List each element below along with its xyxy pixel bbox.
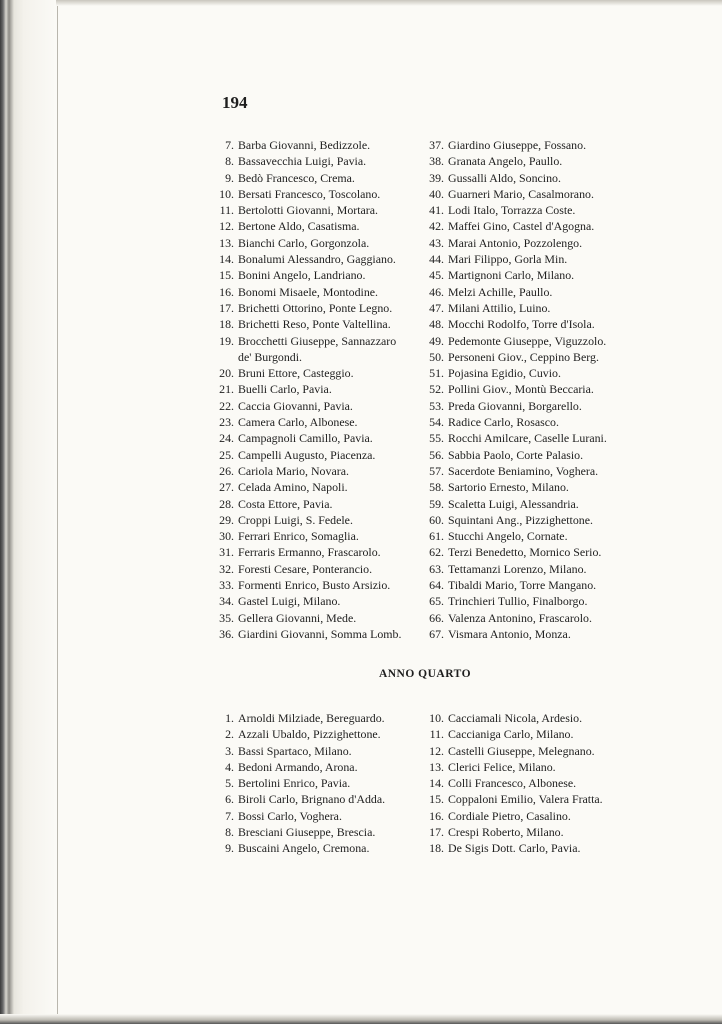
entry-number: 56. — [429, 447, 444, 462]
list-item — [216, 479, 401, 495]
entry-number: 18. — [429, 841, 444, 856]
list-item — [426, 759, 603, 775]
entry-name-place: Tettamanzi Lorenzo, Milano. — [448, 561, 587, 576]
entry-name-place: Giardini Giovanni, Somma Lomb. — [238, 626, 402, 641]
entry-number: 36. — [219, 626, 234, 641]
entry-number: 7. — [225, 808, 234, 823]
entry-number: 13. — [219, 235, 234, 250]
entry-number: 12. — [429, 743, 444, 758]
list-item — [426, 153, 607, 169]
list-item — [426, 398, 607, 414]
entry-number: 13. — [429, 759, 444, 774]
entry-number: 65. — [429, 594, 444, 609]
list-item — [216, 496, 401, 512]
entry-number: 31. — [219, 545, 234, 560]
list-item — [426, 170, 607, 186]
list-item — [426, 235, 607, 251]
list-item — [426, 528, 607, 544]
page-top-edge — [56, 0, 722, 6]
entry-name-place: Squintani Ang., Pizzighettone. — [448, 512, 593, 527]
entry-number: 66. — [429, 610, 444, 625]
list-item — [216, 235, 401, 251]
entry-name-place: Colli Francesco, Albonese. — [448, 776, 577, 791]
entry-name-place: Gussalli Aldo, Soncino. — [448, 170, 561, 185]
entry-name-place: Cacciamali Nicola, Ardesio. — [448, 711, 583, 725]
entry-number: 39. — [429, 170, 444, 185]
entry-name-place: Bertone Aldo, Casatisma. — [238, 219, 360, 234]
entry-name-place: Bruni Ettore, Casteggio. — [238, 366, 354, 381]
entry-number: 2. — [225, 727, 234, 742]
list-item — [426, 284, 607, 300]
entry-name-place: Bersati Francesco, Toscolano. — [238, 186, 381, 201]
entry-number: 24. — [219, 431, 234, 446]
entry-name-place: Crespi Roberto, Milano. — [448, 825, 564, 840]
name-list-column-4 — [426, 710, 603, 857]
list-item — [426, 626, 607, 642]
entry-name-place: Arnoldi Milziade, Bereguardo. — [238, 711, 385, 725]
list-item — [216, 775, 385, 791]
list-item — [426, 791, 603, 807]
list-item — [426, 267, 607, 283]
list-item — [426, 544, 607, 560]
entry-number: 19. — [219, 333, 234, 348]
entry-number: 62. — [429, 545, 444, 560]
entry-number: 3. — [225, 743, 234, 758]
list-item — [426, 316, 607, 332]
entry-name-place: Bassi Spartaco, Milano. — [238, 743, 352, 758]
list-item — [426, 202, 607, 218]
entry-name-place: Bedò Francesco, Crema. — [238, 170, 355, 185]
entry-name-place: Valenza Antonino, Frascarolo. — [448, 610, 592, 625]
entry-number: 55. — [429, 431, 444, 446]
entry-name-place: Tibaldi Mario, Torre Mangano. — [448, 578, 597, 593]
list-item — [216, 381, 401, 397]
name-list-column-3 — [216, 710, 385, 857]
entry-name-place: Vismara Antonio, Monza. — [448, 626, 571, 641]
entry-name-place: Caccia Giovanni, Pavia. — [238, 398, 353, 413]
entry-name-place: Clerici Felice, Milano. — [448, 759, 556, 774]
entry-number: 41. — [429, 203, 444, 218]
entry-name-place: Sabbia Paolo, Corte Palasio. — [448, 447, 584, 462]
entry-name-place: Ferraris Ermanno, Frascarolo. — [238, 545, 381, 560]
entry-name-place: Giardino Giuseppe, Fossano. — [448, 138, 587, 152]
list-item — [216, 251, 401, 267]
entry-name-place: Marai Antonio, Pozzolengo. — [448, 235, 583, 250]
list-item — [426, 743, 603, 759]
entry-number: 59. — [429, 496, 444, 511]
list-item — [426, 300, 607, 316]
entry-name-place: Rocchi Amilcare, Caselle Lurani. — [448, 431, 607, 446]
entry-number: 14. — [219, 252, 234, 267]
entry-name-place: De Sigis Dott. Carlo, Pavia. — [448, 841, 581, 856]
entry-name-place: Preda Giovanni, Borgarello. — [448, 398, 582, 413]
list-item — [426, 512, 607, 528]
list-item — [216, 528, 401, 544]
entry-name-place: Milani Attilio, Luino. — [448, 300, 551, 315]
entry-name-place: Buelli Carlo, Pavia. — [238, 382, 332, 397]
entry-number: 30. — [219, 529, 234, 544]
entry-name-place: Lodi Italo, Torrazza Coste. — [448, 203, 576, 218]
entry-number: 15. — [219, 268, 234, 283]
entry-number: 11. — [429, 727, 444, 742]
entry-number: 12. — [219, 219, 234, 234]
entry-number: 9. — [225, 170, 234, 185]
entry-name-place: Foresti Cesare, Ponterancio. — [238, 561, 373, 576]
list-item — [216, 824, 385, 840]
entry-name-place: Bertolini Enrico, Pavia. — [238, 776, 351, 791]
entry-number: 7. — [225, 138, 234, 152]
entry-number: 4. — [225, 759, 234, 774]
list-item — [216, 414, 401, 430]
entry-number: 9. — [225, 841, 234, 856]
entry-name-place: Campelli Augusto, Piacenza. — [238, 447, 376, 462]
entry-number: 37. — [429, 138, 444, 152]
list-item — [426, 593, 607, 609]
entry-name-place: Mari Filippo, Gorla Min. — [448, 252, 568, 267]
list-item — [216, 186, 401, 202]
entry-number: 25. — [219, 447, 234, 462]
list-item — [216, 218, 401, 234]
entry-name-place: Maffei Gino, Castel d'Agogna. — [448, 219, 595, 234]
list-item — [426, 808, 603, 824]
list-item — [216, 791, 385, 807]
entry-name-place: Melzi Achille, Paullo. — [448, 284, 553, 299]
list-item — [426, 610, 607, 626]
entry-name-place: Martignoni Carlo, Milano. — [448, 268, 575, 283]
list-item — [426, 381, 607, 397]
list-item — [426, 218, 607, 234]
entry-number: 58. — [429, 480, 444, 495]
list-item — [426, 447, 607, 463]
entry-name-place: Bonini Angelo, Landriano. — [238, 268, 366, 283]
entry-name-place: Radice Carlo, Rosasco. — [448, 415, 559, 430]
list-item — [216, 284, 401, 300]
entry-name-place: Camera Carlo, Albonese. — [238, 415, 358, 430]
entry-number: 40. — [429, 186, 444, 201]
list-item — [216, 710, 385, 726]
entry-number: 21. — [219, 382, 234, 397]
entry-name-place: Formenti Enrico, Busto Arsizio. — [238, 578, 391, 593]
entry-name-place: Bonalumi Alessandro, Gaggiano. — [238, 252, 396, 267]
list-item — [426, 333, 607, 349]
list-item — [216, 626, 401, 642]
list-item — [216, 544, 401, 560]
entry-number: 28. — [219, 496, 234, 511]
entry-number: 10. — [429, 711, 444, 725]
entry-name-place: Cariola Mario, Novara. — [238, 463, 349, 478]
entry-number: 20. — [219, 366, 234, 381]
entry-name-place: Azzali Ubaldo, Pizzighettone. — [238, 727, 381, 742]
list-item — [216, 153, 401, 169]
entry-number: 46. — [429, 284, 444, 299]
entry-name-place: Pollini Giov., Montù Beccaria. — [448, 382, 594, 397]
entry-name-place: Pedemonte Giuseppe, Viguzzolo. — [448, 333, 607, 348]
entry-name-place: Bassavecchia Luigi, Pavia. — [238, 154, 367, 169]
entry-number: 10. — [219, 186, 234, 201]
list-item — [426, 430, 607, 446]
entry-number: 44. — [429, 252, 444, 267]
entry-name-place: Bonomi Misaele, Montodine. — [238, 284, 379, 299]
entry-number: 61. — [429, 529, 444, 544]
entry-number: 48. — [429, 317, 444, 332]
entry-name-place: Costa Ettore, Pavia. — [238, 496, 333, 511]
entry-name-place: Pojasina Egidio, Cuvio. — [448, 366, 561, 381]
entry-number: 27. — [219, 480, 234, 495]
entry-name-place: Scaletta Luigi, Alessandria. — [448, 496, 579, 511]
page-bottom-edge — [0, 1014, 722, 1024]
entry-number: 11. — [219, 203, 234, 218]
entry-name-place: Sartorio Ernesto, Milano. — [448, 480, 569, 495]
entry-number: 16. — [219, 284, 234, 299]
list-item — [426, 710, 603, 726]
list-item — [426, 726, 603, 742]
list-item — [426, 186, 607, 202]
entry-number: 64. — [429, 578, 444, 593]
list-item — [426, 840, 603, 856]
list-item — [426, 137, 607, 153]
entry-number: 17. — [219, 300, 234, 315]
entry-name-place: Bertolotti Giovanni, Mortara. — [238, 203, 379, 218]
entry-name-place: Trinchieri Tullio, Finalborgo. — [448, 594, 588, 609]
list-item — [216, 202, 401, 218]
list-item — [216, 463, 401, 479]
entry-name-place: Campagnoli Camillo, Pavia. — [238, 431, 373, 446]
entry-name-place: Terzi Benedetto, Mornico Serio. — [448, 545, 602, 560]
entry-number: 1. — [225, 711, 234, 725]
entry-number: 5. — [225, 776, 234, 791]
list-item — [216, 577, 401, 593]
entry-number: 38. — [429, 154, 444, 169]
entry-name-place: Barba Giovanni, Bedizzole. — [238, 138, 371, 152]
entry-name-place: Croppi Luigi, S. Fedele. — [238, 512, 353, 527]
entry-name-place: Bedoni Armando, Arona. — [238, 759, 358, 774]
list-item — [216, 398, 401, 414]
entry-continuation: de' Burgondi. — [238, 349, 303, 364]
entry-name-place: Brichetti Reso, Ponte Valtellina. — [238, 317, 391, 332]
name-list-column-1 — [216, 137, 401, 642]
list-item — [216, 840, 385, 856]
entry-number: 57. — [429, 463, 444, 478]
list-item — [216, 593, 401, 609]
entry-number: 47. — [429, 300, 444, 315]
list-item — [216, 137, 401, 153]
list-item — [216, 561, 401, 577]
entry-number: 67. — [429, 626, 444, 641]
entry-number: 18. — [219, 317, 234, 332]
list-item — [426, 824, 603, 840]
entry-number: 60. — [429, 512, 444, 527]
list-item — [216, 316, 401, 332]
entry-number: 63. — [429, 561, 444, 576]
entry-number: 22. — [219, 398, 234, 413]
list-item — [216, 512, 401, 528]
entry-number: 29. — [219, 512, 234, 527]
entry-number: 23. — [219, 415, 234, 430]
entry-name-place: Biroli Carlo, Brignano d'Adda. — [238, 792, 386, 807]
entry-number: 26. — [219, 463, 234, 478]
list-item — [216, 267, 401, 283]
entry-name-place: Stucchi Angelo, Cornate. — [448, 529, 568, 544]
entry-number: 34. — [219, 594, 234, 609]
list-item — [426, 561, 607, 577]
list-item — [426, 775, 603, 791]
entry-number: 8. — [225, 825, 234, 840]
entry-number: 16. — [429, 808, 444, 823]
entry-number: 53. — [429, 398, 444, 413]
entry-name-place: Cordiale Pietro, Casalino. — [448, 808, 571, 823]
list-item — [216, 759, 385, 775]
entry-number: 6. — [225, 792, 234, 807]
entry-name-place: Granata Angelo, Paullo. — [448, 154, 563, 169]
entry-name-place: Caccianiga Carlo, Milano. — [448, 727, 574, 742]
list-item — [216, 726, 385, 742]
entry-number: 35. — [219, 610, 234, 625]
entry-name-place: Personeni Giov., Ceppino Berg. — [448, 349, 599, 364]
entry-name-place: Ferrari Enrico, Somaglia. — [238, 529, 359, 544]
list-item — [216, 808, 385, 824]
entry-name-place: Guarneri Mario, Casalmorano. — [448, 186, 594, 201]
entry-number: 32. — [219, 561, 234, 576]
list-item — [216, 430, 401, 446]
gutter-line — [57, 0, 58, 1024]
list-item — [426, 365, 607, 381]
entry-number: 51. — [429, 366, 444, 381]
list-item — [426, 479, 607, 495]
book-binding-edge — [0, 0, 56, 1024]
entry-number: 33. — [219, 578, 234, 593]
list-item — [216, 365, 401, 381]
entry-number: 42. — [429, 219, 444, 234]
list-item — [216, 743, 385, 759]
entry-name-place: Buscaini Angelo, Cremona. — [238, 841, 370, 856]
list-item — [216, 170, 401, 186]
page-number: 194 — [222, 93, 248, 112]
entry-number: 52. — [429, 382, 444, 397]
list-item — [216, 300, 401, 316]
list-item — [426, 496, 607, 512]
entry-name-place: Castelli Giuseppe, Melegnano. — [448, 743, 595, 758]
entry-number: 54. — [429, 415, 444, 430]
entry-number: 14. — [429, 776, 444, 791]
entry-name-place: Bossi Carlo, Voghera. — [238, 808, 342, 823]
entry-number: 15. — [429, 792, 444, 807]
entry-name-place: Sacerdote Beniamino, Voghera. — [448, 463, 599, 478]
entry-name-place: Brocchetti Giuseppe, Sannazzaro — [238, 333, 397, 348]
list-item — [216, 447, 401, 463]
entry-number: 17. — [429, 825, 444, 840]
name-list-column-2 — [426, 137, 607, 642]
entry-name-place: Mocchi Rodolfo, Torre d'Isola. — [448, 317, 595, 332]
entry-name-place: Gellera Giovanni, Mede. — [238, 610, 357, 625]
entry-name-place: Bianchi Carlo, Gorgonzola. — [238, 235, 370, 250]
list-item — [426, 349, 607, 365]
entry-name-place: Gastel Luigi, Milano. — [238, 594, 341, 609]
section-heading: ANNO QUARTO — [378, 668, 472, 680]
list-item — [216, 610, 401, 626]
entry-number: 49. — [429, 333, 444, 348]
list-item — [426, 577, 607, 593]
entry-name-place: Coppaloni Emilio, Valera Fratta. — [448, 792, 603, 807]
entry-name-place: Bresciani Giuseppe, Brescia. — [238, 825, 376, 840]
list-item — [426, 463, 607, 479]
entry-name-place: Celada Amino, Napoli. — [238, 480, 348, 495]
entry-name-place: Brichetti Ottorino, Ponte Legno. — [238, 300, 393, 315]
list-item — [426, 414, 607, 430]
list-item — [216, 333, 401, 349]
entry-number: 8. — [225, 154, 234, 169]
entry-number: 45. — [429, 268, 444, 283]
entry-number: 43. — [429, 235, 444, 250]
list-item — [426, 251, 607, 267]
entry-number: 50. — [429, 349, 444, 364]
